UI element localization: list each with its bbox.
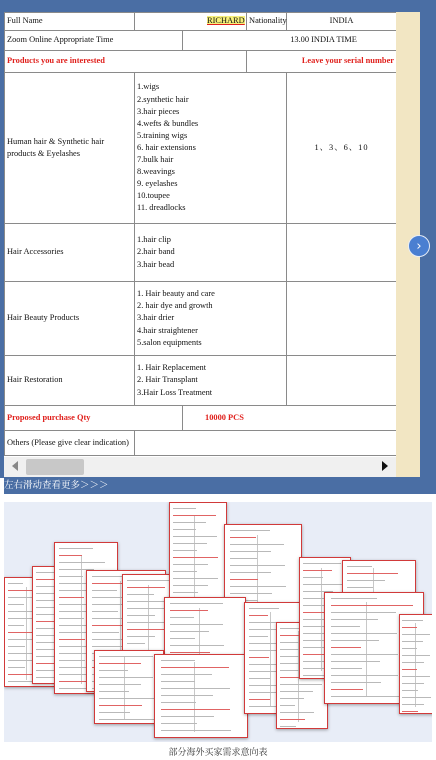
qty-label: Proposed purchase Qty bbox=[5, 406, 183, 431]
thumbnail-text-line bbox=[230, 558, 257, 559]
list-item: 2. hair dye and growth bbox=[137, 301, 213, 311]
thumbnail-text-line bbox=[280, 698, 304, 699]
thumbnail-text-line bbox=[331, 647, 361, 648]
scroll-left-icon[interactable] bbox=[12, 461, 18, 471]
thumbnail-text-line bbox=[331, 598, 377, 599]
thumbnail-text-line bbox=[249, 608, 279, 609]
scrollbar-thumb[interactable] bbox=[26, 459, 84, 475]
thumbnail-text-line bbox=[331, 696, 400, 697]
thumbnail-text-line bbox=[59, 576, 83, 577]
list-item: 10.toupee bbox=[137, 191, 170, 201]
thumbnail-text-line bbox=[173, 536, 217, 537]
thumbnail-text-line bbox=[402, 676, 430, 677]
thumbnail-text-line bbox=[170, 624, 224, 625]
thumbnail-text-line bbox=[161, 674, 213, 675]
thumbnail-text-line bbox=[99, 698, 154, 699]
thumbnail-text-line bbox=[161, 716, 214, 717]
thumbnail-text-line bbox=[303, 577, 323, 578]
items-cell bbox=[135, 356, 287, 406]
thumbnail-text-line bbox=[402, 669, 417, 670]
thumbnail-text-line bbox=[280, 726, 296, 727]
thumbnail-text-line bbox=[303, 640, 325, 641]
thumbnail-text-line bbox=[230, 537, 257, 538]
category-cell: Hair Restoration bbox=[5, 356, 135, 406]
thumbnail-text-line bbox=[99, 719, 155, 720]
thumbnail-text-line bbox=[230, 551, 271, 552]
thumbnail-text-line bbox=[170, 610, 208, 611]
items-cell bbox=[135, 282, 287, 356]
thumbnail-column-line bbox=[194, 662, 195, 733]
thumbnail-text-line bbox=[347, 587, 372, 588]
list-item: 2.synthetic hair bbox=[137, 94, 189, 104]
thumbnail-text-line bbox=[59, 681, 86, 682]
thumbnail-text-line bbox=[173, 578, 218, 579]
thumbnail-text-line bbox=[402, 641, 423, 642]
thumbnail-text-line bbox=[8, 625, 24, 626]
thumbnail-text-line bbox=[347, 580, 385, 581]
thumbnail-text-line bbox=[331, 675, 399, 676]
thumbnail-text-line bbox=[347, 573, 398, 574]
thumbnail-text-line bbox=[127, 636, 156, 637]
thumbnail-text-line bbox=[127, 594, 155, 595]
others-value[interactable] bbox=[135, 431, 397, 456]
thumbnail-text-line bbox=[331, 668, 362, 669]
thumbnail-text-line bbox=[173, 557, 217, 558]
thumbnail-text-line bbox=[249, 657, 269, 658]
thumbnail-text-line bbox=[170, 638, 195, 639]
thumbnail-text-line bbox=[280, 719, 305, 720]
list-item: 2.hair band bbox=[137, 247, 175, 257]
list-item: 1. Hair beauty and care bbox=[137, 289, 215, 299]
thumbnail-text-line bbox=[331, 682, 381, 683]
serial-cell[interactable]: 1、3、6、10 bbox=[287, 73, 396, 224]
thumbnail-text-line bbox=[161, 688, 230, 689]
thumbnail-text-line bbox=[8, 583, 23, 584]
category-cell: Hair Accessories bbox=[5, 224, 135, 282]
thumbnail-text-line bbox=[402, 711, 418, 712]
thumbnail-text-line bbox=[161, 681, 196, 682]
thumbnail-text-line bbox=[331, 640, 379, 641]
horizontal-scrollbar[interactable] bbox=[4, 457, 396, 477]
list-item: 11. dreadlocks bbox=[137, 203, 186, 213]
thumbnail-text-line bbox=[8, 667, 25, 668]
thumbnail-text-line bbox=[303, 584, 342, 585]
zoom-time-label: Zoom Online Appropriate Time bbox=[5, 31, 183, 51]
thumbnail-text-line bbox=[92, 590, 118, 591]
swipe-hint: 左右滑动查看更多＞＞＞ bbox=[4, 478, 436, 494]
thumbnail-text-line bbox=[249, 629, 280, 630]
thumbnail-text-line bbox=[249, 636, 269, 637]
thumbnail-text-line bbox=[402, 683, 424, 684]
thumbnail-text-line bbox=[170, 603, 223, 604]
thumbnail-text-line bbox=[331, 654, 398, 655]
thumbnail-text-line bbox=[402, 697, 431, 698]
thumbnail-text-line bbox=[173, 592, 198, 593]
list-item: 5.training wigs bbox=[137, 130, 188, 140]
thumbnail-text-line bbox=[173, 571, 197, 572]
thumbnail-text-line bbox=[99, 656, 153, 657]
thumbnail-text-line bbox=[303, 570, 332, 571]
thumbnail-text-line bbox=[331, 612, 396, 613]
thumbnail-text-line bbox=[230, 565, 285, 566]
form-thumbnail bbox=[154, 654, 248, 738]
thumbnail-text-line bbox=[280, 684, 322, 685]
full-name-value[interactable] bbox=[135, 13, 247, 31]
thumbnail-text-line bbox=[99, 684, 141, 685]
thumbnail-text-line bbox=[173, 550, 197, 551]
thumbnail-text-line bbox=[99, 712, 130, 713]
list-item: 1. Hair Replacement bbox=[137, 363, 207, 373]
thumbnail-text-line bbox=[303, 563, 341, 564]
form-thumbnail bbox=[399, 614, 432, 714]
serial-cell[interactable] bbox=[287, 282, 396, 356]
thumbnail-text-line bbox=[331, 626, 360, 627]
thumbnail-text-line bbox=[402, 634, 430, 635]
thumbnail-text-line bbox=[303, 619, 324, 620]
thumbnail-text-line bbox=[170, 617, 194, 618]
thumbnail-text-line bbox=[161, 667, 229, 668]
thumbnail-text-line bbox=[8, 618, 33, 619]
thumbnail-text-line bbox=[59, 597, 84, 598]
thumbnail-text-line bbox=[127, 615, 155, 616]
thumbnail-text-line bbox=[8, 597, 33, 598]
items-cell bbox=[135, 224, 287, 282]
thumbnail-text-line bbox=[173, 508, 195, 509]
nationality-value[interactable]: INDIA bbox=[287, 13, 396, 31]
thumbnail-text-line bbox=[230, 579, 258, 580]
thumbnail-column-line bbox=[124, 657, 125, 719]
list-item: 3.hair drier bbox=[137, 313, 175, 323]
thumbnail-text-line bbox=[59, 618, 84, 619]
table-row bbox=[5, 356, 397, 406]
thumbnail-text-line bbox=[92, 611, 119, 612]
thumbnail-text-line bbox=[59, 555, 83, 556]
thumbnail-text-line bbox=[170, 645, 224, 646]
thumbnail-text-line bbox=[402, 627, 417, 628]
list-item: 3.hair bead bbox=[137, 259, 175, 269]
thumbnail-text-line bbox=[127, 587, 165, 588]
thumbnail-text-line bbox=[173, 543, 207, 544]
thumbnail-text-line bbox=[8, 681, 35, 682]
serial-cell[interactable] bbox=[287, 224, 396, 282]
list-item: 9. eyelashes bbox=[137, 179, 178, 189]
thumbnail-text-line bbox=[127, 608, 166, 609]
list-item: 8.weavings bbox=[137, 167, 175, 177]
list-item: 7.bulk hair bbox=[137, 155, 174, 165]
thumbnail-text-line bbox=[331, 661, 380, 662]
thumbnail-text-line bbox=[161, 695, 213, 696]
items-cell bbox=[135, 73, 287, 224]
form-thumbnails-collage bbox=[4, 502, 432, 742]
thumbnail-text-line bbox=[402, 648, 417, 649]
thumbnail-text-line bbox=[249, 699, 271, 700]
full-name-label: Full Name bbox=[5, 13, 135, 31]
image-caption: 部分海外买家需求意向表 bbox=[168, 748, 268, 758]
list-item: 3.hair pieces bbox=[137, 106, 180, 116]
others-label: Others (Please give clear indication) bbox=[5, 431, 135, 456]
thumbnail-text-line bbox=[280, 712, 314, 713]
thumbnail-text-line bbox=[170, 652, 210, 653]
thumbnail-text-line bbox=[280, 705, 295, 706]
table-row bbox=[5, 73, 397, 224]
table-row bbox=[5, 224, 397, 282]
thumbnail-text-line bbox=[230, 544, 285, 545]
chevron-right-icon[interactable]: › bbox=[408, 235, 430, 257]
thumbnail-text-line bbox=[59, 562, 106, 563]
thumbnail-text-line bbox=[99, 677, 153, 678]
thumbnail-text-line bbox=[170, 631, 209, 632]
category-cell: Hair Beauty Products bbox=[5, 282, 135, 356]
thumbnail-column-line bbox=[26, 587, 27, 680]
thumbnail-text-line bbox=[59, 548, 94, 549]
thumbnail-text-line bbox=[173, 515, 216, 516]
thumbnail-text-line bbox=[173, 522, 206, 523]
thumbnail-text-line bbox=[161, 660, 195, 661]
thumbnail-text-line bbox=[173, 585, 208, 586]
thumbnail-text-line bbox=[8, 604, 24, 605]
thumbnail-text-line bbox=[59, 660, 86, 661]
thumbnail-text-line bbox=[249, 615, 268, 616]
thumbnail-text-line bbox=[230, 530, 270, 531]
thumbnail-text-line bbox=[230, 593, 273, 594]
thumbnail-text-line bbox=[402, 655, 430, 656]
thumbnail-text-line bbox=[303, 598, 324, 599]
products-header: Products you are interested bbox=[5, 51, 247, 73]
thumbnail-text-line bbox=[127, 629, 167, 630]
thumbnail-text-line bbox=[161, 709, 231, 710]
thumbnail-text-line bbox=[249, 678, 270, 679]
thumbnail-text-line bbox=[8, 646, 25, 647]
thumbnail-text-line bbox=[161, 723, 198, 724]
thumbnail-text-line bbox=[402, 662, 424, 663]
thumbnail-text-line bbox=[99, 670, 128, 671]
thumbnail-text-line bbox=[303, 661, 325, 662]
thumbnail-text-line bbox=[331, 689, 363, 690]
list-item: 2. Hair Transplant bbox=[137, 375, 198, 385]
qty-value[interactable]: 10000 PCS bbox=[183, 406, 397, 431]
table-row bbox=[5, 282, 397, 356]
list-item: 1.hair clip bbox=[137, 235, 171, 245]
list-item: 1.wigs bbox=[137, 82, 160, 92]
thumbnail-text-line bbox=[280, 691, 313, 692]
thumbnail-text-line bbox=[230, 586, 286, 587]
thumbnail-text-line bbox=[59, 639, 85, 640]
serial-cell[interactable] bbox=[287, 356, 396, 406]
category-cell: Human hair & Synthetic hair products & Eyelashes bbox=[5, 73, 135, 224]
serial-header: Leave your serial number bbox=[247, 51, 396, 73]
zoom-time-value[interactable]: 13.00 INDIA TIME bbox=[183, 31, 397, 51]
thumbnail-text-line bbox=[402, 620, 423, 621]
thumbnail-text-line bbox=[331, 619, 378, 620]
thumbnail-text-line bbox=[99, 663, 140, 664]
scroll-right-icon[interactable] bbox=[382, 461, 388, 471]
thumbnail-text-line bbox=[331, 633, 397, 634]
thumbnail-text-line bbox=[99, 705, 142, 706]
thumbnail-text-line bbox=[161, 702, 197, 703]
buyer-requirement-form bbox=[4, 12, 396, 456]
thumbnail-column-line bbox=[81, 555, 82, 684]
spreadsheet-view[interactable] bbox=[4, 12, 396, 457]
thumbnail-text-line bbox=[173, 529, 196, 530]
full-name-text: RICHARD bbox=[207, 16, 245, 26]
thumbnail-text-line bbox=[402, 704, 424, 705]
list-item: 3.Hair Loss Treatment bbox=[137, 387, 213, 397]
thumbnail-column-line bbox=[415, 623, 416, 707]
thumbnail-text-line bbox=[347, 566, 371, 567]
thumbnail-text-line bbox=[8, 660, 34, 661]
thumbnail-text-line bbox=[99, 691, 129, 692]
thumbnail-text-line bbox=[92, 632, 119, 633]
thumbnail-text-line bbox=[127, 643, 145, 644]
list-item: 4.wefts & bundles bbox=[137, 118, 199, 128]
thumbnail-text-line bbox=[230, 572, 272, 573]
nationality-label: Nationality bbox=[247, 13, 287, 31]
list-item: 6. hair extensions bbox=[137, 142, 196, 152]
thumbnail-text-line bbox=[8, 639, 34, 640]
thumbnail-text-line bbox=[161, 730, 232, 731]
list-item: 4.hair straightener bbox=[137, 325, 198, 335]
thumbnail-text-line bbox=[331, 605, 413, 606]
thumbnail-text-line bbox=[173, 564, 207, 565]
list-item: 5.salon equipments bbox=[137, 337, 202, 347]
thumbnail-text-line bbox=[402, 690, 418, 691]
